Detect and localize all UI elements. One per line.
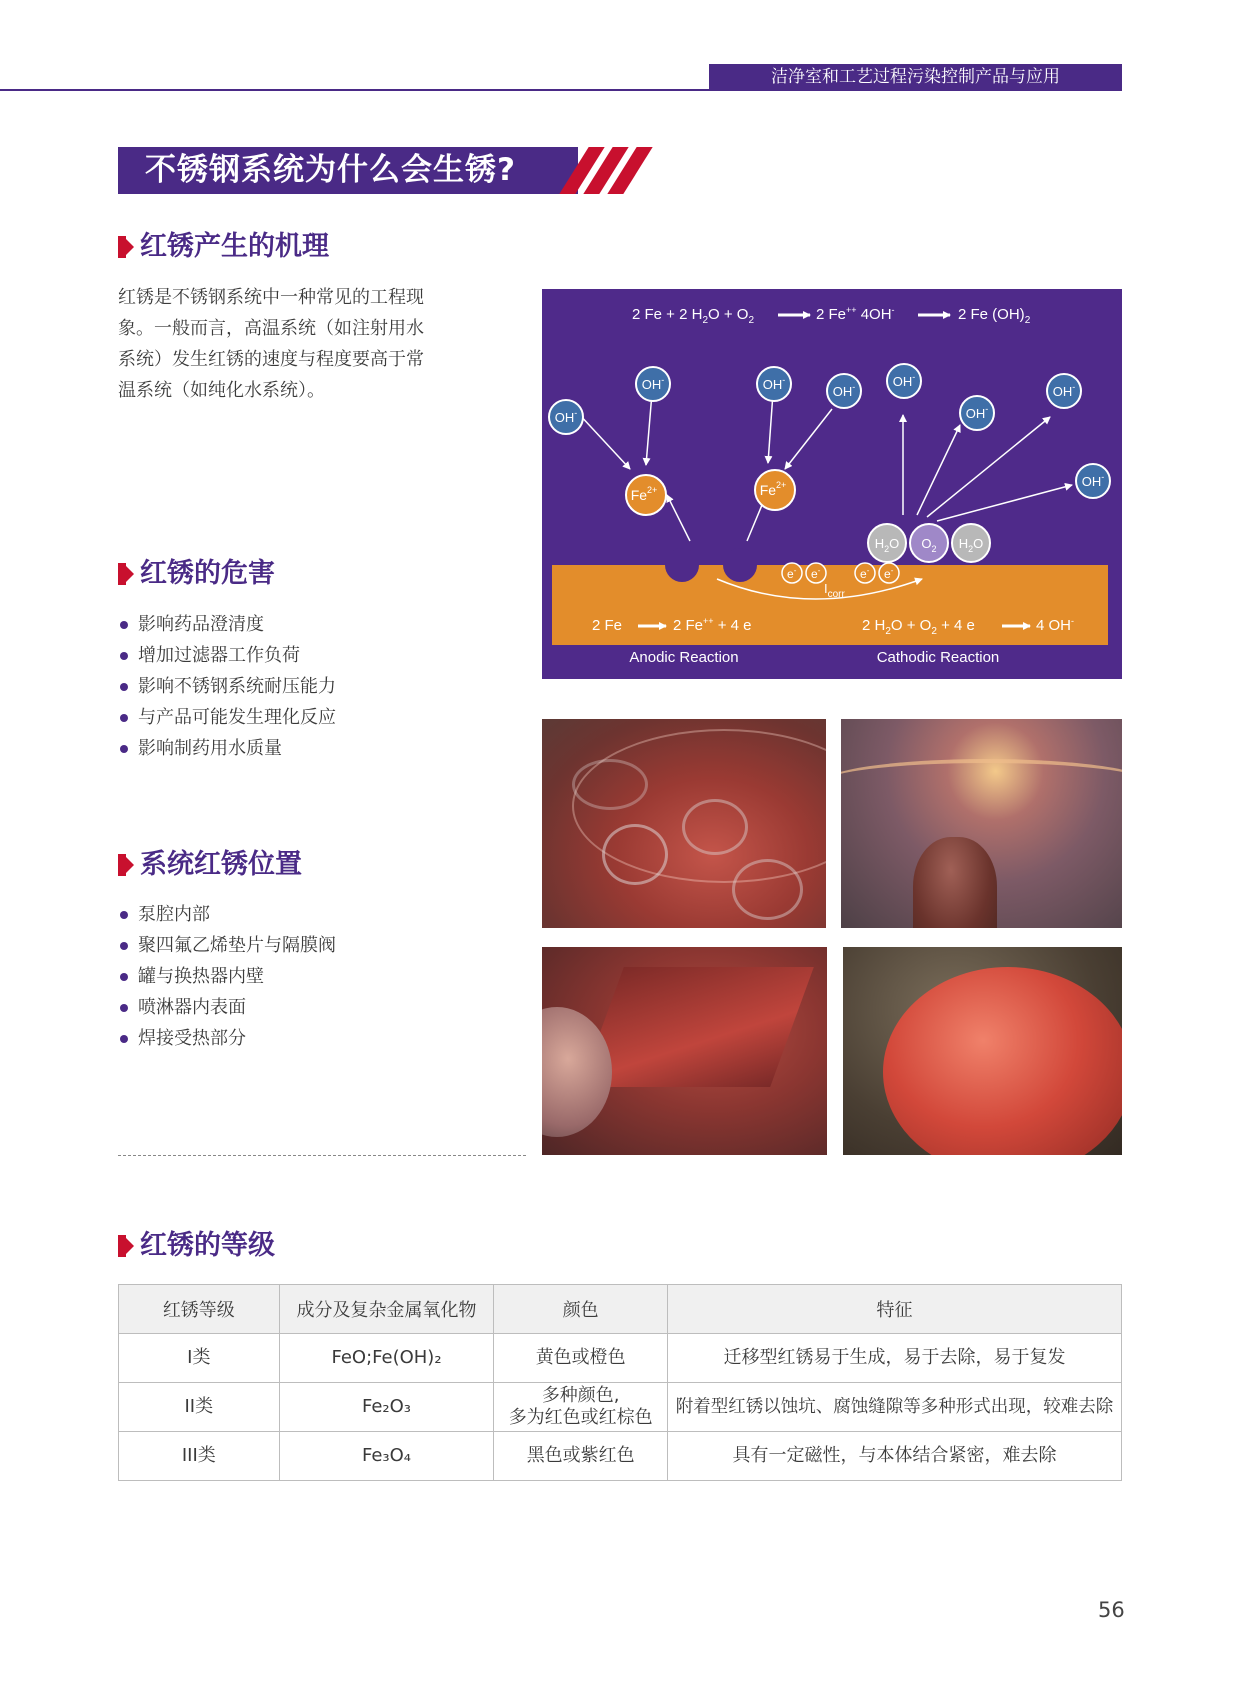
table-cell	[494, 1383, 668, 1432]
svg-text:OH-: OH-	[965, 404, 989, 421]
svg-text:e-: e-	[811, 566, 821, 581]
header-tab: 洁净室和工艺过程污染控制产品与应用	[709, 64, 1122, 91]
hazard-list	[118, 609, 336, 764]
oxygen-molecule-icon	[910, 524, 948, 562]
hydroxide-ion-icon	[887, 364, 921, 398]
table-row	[119, 1334, 1122, 1383]
section-marker-icon	[118, 236, 126, 258]
table-header-cell: 特征	[668, 1285, 1122, 1334]
rust-photo-pump-cavity	[542, 719, 826, 928]
table-header-row	[119, 1285, 1122, 1334]
table-cell: 附着型红锈以蚀坑、腐蚀缝隙等多种形式出现，较难去除	[668, 1383, 1122, 1432]
table-cell: 黄色或橙色	[494, 1334, 668, 1383]
section-marker-icon	[118, 563, 126, 585]
svg-text:OH-: OH-	[641, 375, 665, 392]
table-cell: 具有一定磁性，与本体结合紧密，难去除	[668, 1432, 1122, 1481]
table-header-cell: 颜色	[494, 1285, 668, 1334]
section-title: 红锈产生的机理	[140, 231, 329, 262]
hydroxide-ion-icon	[1047, 374, 1081, 408]
svg-text:e-: e-	[787, 566, 797, 581]
list-item: 与产品可能发生理化反应	[118, 702, 336, 733]
table-row	[119, 1383, 1122, 1432]
electron-icon	[806, 563, 826, 583]
anodic-equation: 2 Fe	[592, 617, 623, 634]
corrosion-diagram	[542, 289, 1122, 679]
table-cell-line: 多为红色或红棕色	[508, 1407, 653, 1428]
rust-photo-gasket	[542, 947, 827, 1155]
list-item: 泵腔内部	[118, 899, 336, 930]
iron-ion-icon	[755, 470, 795, 510]
svg-text:OH-: OH-	[832, 382, 856, 399]
svg-text:e-: e-	[884, 566, 894, 581]
list-item: 罐与换热器内壁	[118, 961, 336, 992]
page-number: 56	[1098, 1598, 1125, 1622]
icorr-label: $I_{corr}$	[824, 581, 845, 600]
top-equation-product: 2 Fe $(OH)_2$	[958, 306, 1031, 326]
table-cell-line: 多种颜色,	[541, 1385, 620, 1406]
list-item: 焊接受热部分	[118, 1023, 336, 1054]
rust-photo-tank-wall	[843, 947, 1122, 1155]
svg-text:Fe2+: $Fe^{2+}$	[759, 480, 787, 498]
hydroxide-ion-icon	[757, 367, 791, 401]
list-item: 影响药品澄清度	[118, 609, 336, 640]
metal-surface	[552, 565, 1108, 645]
list-item: 影响制药用水质量	[118, 733, 336, 764]
cathodic-equation-product: 4 OH-	[1036, 616, 1075, 634]
svg-text:OH-: OH-	[1052, 382, 1076, 399]
rust-grade-table	[118, 1284, 1122, 1481]
list-item: 喷淋器内表面	[118, 992, 336, 1023]
anodic-equation-product: 2 Fe++ + 4 e	[673, 616, 752, 634]
hydroxide-ion-icon	[827, 374, 861, 408]
table-cell: III类	[119, 1432, 280, 1481]
table-header-cell: 成分及复杂金属氧化物	[279, 1285, 494, 1334]
list-item: 增加过滤器工作负荷	[118, 640, 336, 671]
svg-text:OH-: OH-	[892, 372, 916, 389]
svg-text:OH-: OH-	[762, 375, 786, 392]
table-cell: Fe₃O₄	[279, 1432, 494, 1481]
list-item: 影响不锈钢系统耐压能力	[118, 671, 336, 702]
table-cell: I类	[119, 1334, 280, 1383]
electron-icon	[782, 563, 802, 583]
table-cell: FeO;Fe(OH)₂	[279, 1334, 494, 1383]
cathodic-label: Cathodic Reaction	[876, 649, 1000, 666]
water-molecule-icon	[868, 524, 906, 562]
table-cell: II类	[119, 1383, 280, 1432]
electron-icon	[879, 563, 899, 583]
svg-text:e-: e-	[860, 566, 870, 581]
svg-text:O2: $O_2$	[921, 536, 937, 554]
table-cell: Fe₂O₃	[279, 1383, 494, 1432]
anodic-label: Anodic Reaction	[629, 649, 739, 666]
water-molecule-icon	[952, 524, 990, 562]
svg-text:OH-: OH-	[1081, 472, 1105, 489]
iron-ion-icon	[626, 475, 666, 515]
top-equation-mid: 2 Fe++ 4OH-	[816, 305, 895, 323]
rust-photo-weld-seam	[841, 719, 1122, 928]
svg-text:Fe2+: $Fe^{2+}$	[630, 485, 658, 503]
svg-text:H2O: $H_2O$	[958, 536, 984, 554]
top-equation: 2 Fe + 2 $H_2O + O_2$	[632, 306, 755, 326]
hydroxide-ion-icon	[1076, 464, 1110, 498]
corrosion-pit	[665, 548, 699, 582]
location-list	[118, 899, 336, 1054]
hydroxide-ion-icon	[549, 400, 583, 434]
section-title: 红锈的等级	[140, 1230, 275, 1261]
table-row	[119, 1432, 1122, 1481]
svg-text:H2O: $H_2O$	[874, 536, 900, 554]
hydroxide-ion-icon	[960, 396, 994, 430]
table-header-cell: 红锈等级	[119, 1285, 280, 1334]
hydroxide-ion-icon	[636, 367, 670, 401]
svg-text:OH-: OH-	[554, 408, 578, 425]
section-marker-icon	[118, 1235, 126, 1257]
page-title: 不锈钢系统为什么会生锈?	[145, 152, 516, 188]
section-marker-icon	[118, 854, 126, 876]
corrosion-pit	[723, 548, 757, 582]
table-cell: 迁移型红锈易于生成，易于去除，易于复发	[668, 1334, 1122, 1383]
electron-icon	[855, 563, 875, 583]
section-title: 系统红锈位置	[140, 849, 302, 880]
list-item: 聚四氟乙烯垫片与隔膜阀	[118, 930, 336, 961]
table-cell: 黑色或紫红色	[494, 1432, 668, 1481]
cathodic-equation: 2 $H_2O + O_2 + 4$ e	[862, 617, 975, 637]
dashed-divider	[118, 1155, 526, 1156]
intro-paragraph: 红锈是不锈钢系统中一种常见的工程现象。一般而言，高温系统（如注射用水系统）发生红锈的速度与程度要高于常温系统（如纯化水系统）。	[118, 287, 424, 401]
section-title: 红锈的危害	[140, 558, 275, 589]
